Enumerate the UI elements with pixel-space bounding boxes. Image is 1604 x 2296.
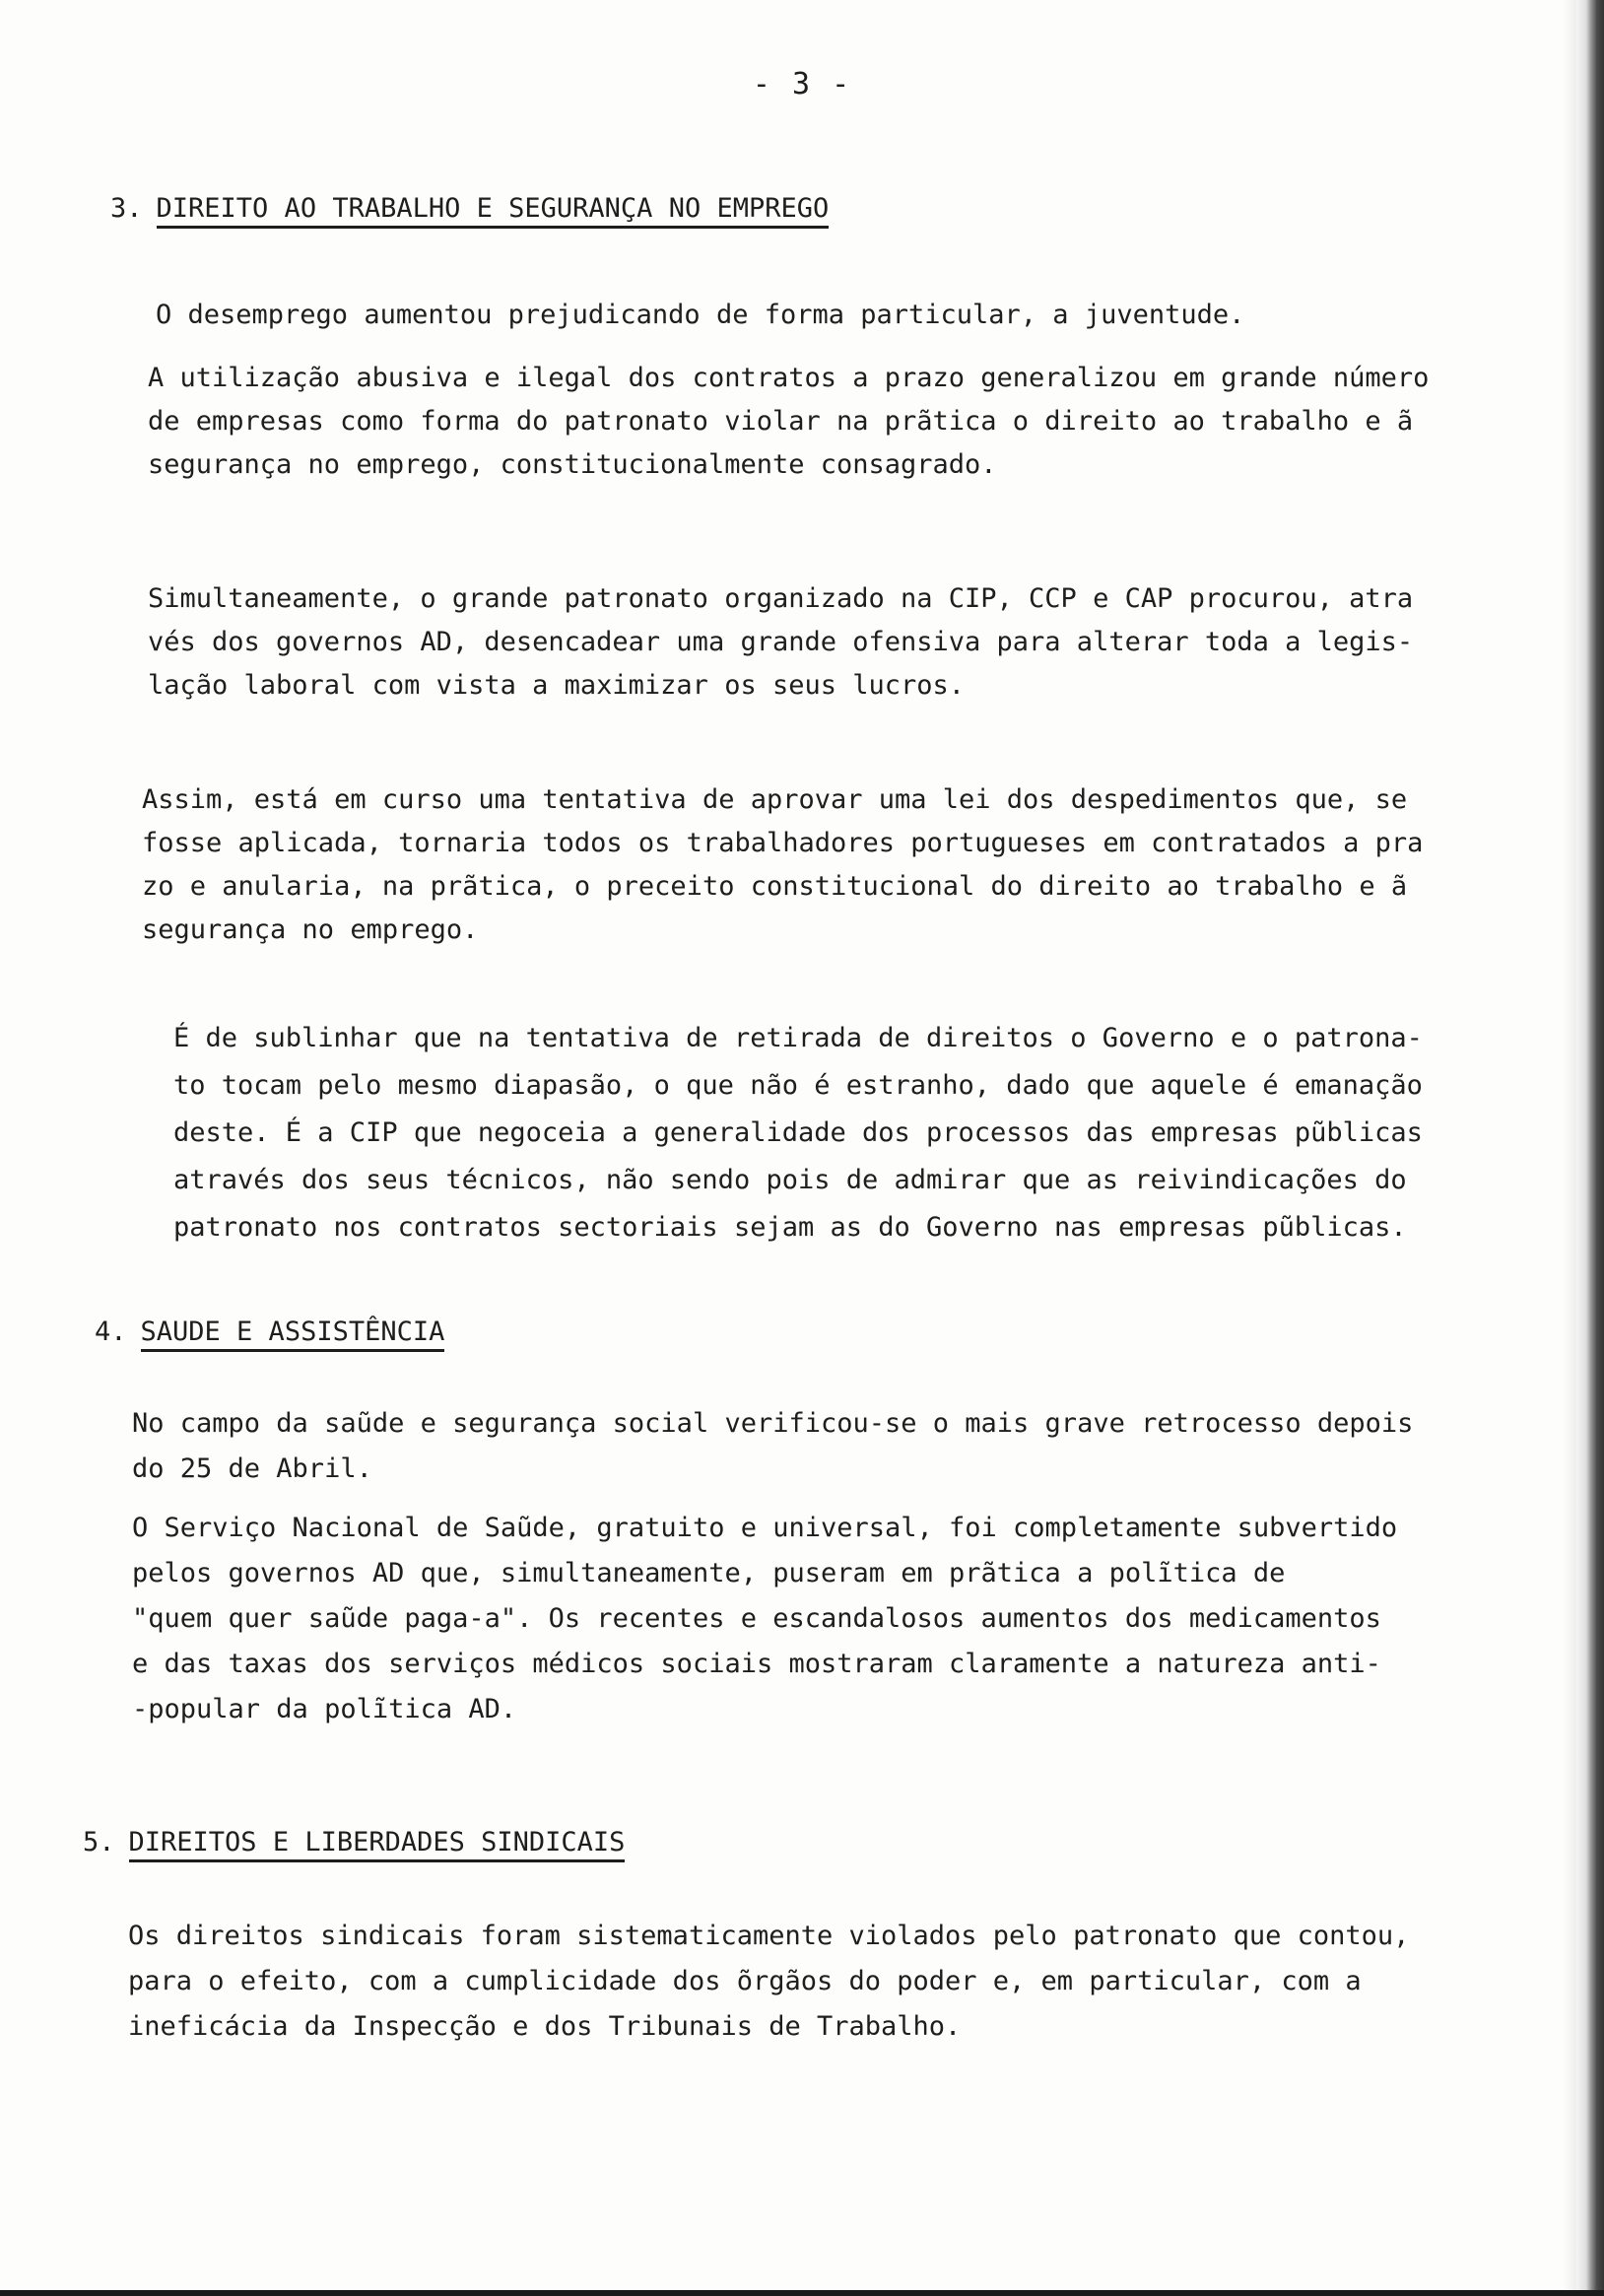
section-5-heading: [83, 1827, 625, 1857]
section-number: 3.: [110, 193, 143, 224]
section-title: SAUDE E ASSISTÊNCIA: [141, 1317, 445, 1352]
paragraph: [156, 294, 1244, 337]
text-line: pelos governos AD que, simultaneamente, puseram em prãtica a polĩtica de: [132, 1558, 1286, 1588]
text-line: A utilização abusiva e ilegal dos contratos a prazo generalizou em grande número: [148, 363, 1430, 393]
paragraph: [128, 1914, 1409, 2050]
paragraph: [132, 1506, 1397, 1732]
paragraph: [148, 577, 1413, 708]
scan-edge: [1576, 0, 1604, 2296]
text-line: segurança no emprego.: [142, 914, 479, 945]
scan-shadow: [1563, 0, 1576, 2296]
section-3-heading: [110, 193, 829, 224]
text-line: -popular da polĩtica AD.: [132, 1694, 517, 1724]
section-title: DIREITO AO TRABALHO E SEGURANÇA NO EMPREGO: [157, 193, 830, 229]
text-line: deste. É a CIP que negoceia a generalidade dos processos das empresas pũblicas: [173, 1117, 1423, 1148]
page-number: - 3 -: [752, 67, 852, 101]
text-line: O Serviço Nacional de Saũde, gratuito e universal, foi completamente subvertido: [132, 1513, 1398, 1543]
text-line: patronato nos contratos sectoriais sejam as do Governo nas empresas pũblicas.: [173, 1212, 1407, 1243]
text-line: ineficácia da Inspecção e dos Tribunais de Trabalho.: [128, 2011, 962, 2042]
text-line: zo e anularia, na prãtica, o preceito constitucional do direito ao trabalho e ã: [142, 871, 1408, 902]
paragraph: [148, 357, 1429, 487]
text-line: lação laboral com vista a maximizar os seus lucros.: [148, 670, 966, 701]
text-line: Os direitos sindicais foram sistematicamente violados pelo patronato que contou,: [128, 1921, 1410, 1951]
text-line: Assim, está em curso uma tentativa de aprovar uma lei dos despedimentos que, se: [142, 784, 1408, 815]
paragraph: [132, 1401, 1413, 1492]
text-line: Simultaneamente, o grande patronato organizado na CIP, CCP e CAP procurou, atra: [148, 583, 1414, 614]
text-line: através dos seus técnicos, não sendo pois de admirar que as reivindicações do: [173, 1165, 1407, 1195]
section-4-heading: [95, 1317, 444, 1347]
text-line: do 25 de Abril.: [132, 1453, 372, 1484]
text-line: to tocam pelo mesmo diapasão, o que não é estranho, dado que aquele é emanação: [173, 1070, 1423, 1101]
text-line: vés dos governos AD, desencadear uma grande ofensiva para alterar toda a legis-: [148, 627, 1414, 657]
text-line: "quem quer saũde paga-a". Os recentes e escandalosos aumentos dos medicamentos: [132, 1603, 1381, 1634]
text-line: No campo da saũde e segurança social verificou-se o mais grave retrocesso depois: [132, 1408, 1414, 1439]
section-number: 4.: [95, 1317, 127, 1347]
section-number: 5.: [83, 1827, 115, 1857]
paragraph: [142, 778, 1423, 952]
text-line: de empresas como forma do patronato violar na prãtica o direito ao trabalho e ã: [148, 406, 1414, 437]
text-line: O desemprego aumentou prejudicando de forma particular, a juventude.: [156, 300, 1245, 330]
section-title: DIREITOS E LIBERDADES SINDICAIS: [129, 1827, 626, 1862]
scan-bottom-edge: [0, 2290, 1604, 2296]
text-line: fosse aplicada, tornaria todos os trabalhadores portugueses em contratados a pra: [142, 828, 1424, 858]
text-line: e das taxas dos serviços médicos sociais mostraram claramente a natureza anti-: [132, 1649, 1381, 1679]
text-line: para o efeito, com a cumplicidade dos õrgãos do poder e, em particular, com a: [128, 1966, 1362, 1996]
text-line: segurança no emprego, constitucionalmente consagrado.: [148, 449, 997, 480]
paragraph: [173, 1015, 1423, 1251]
text-line: É de sublinhar que na tentativa de retirada de direitos o Governo e o patrona-: [173, 1023, 1423, 1053]
